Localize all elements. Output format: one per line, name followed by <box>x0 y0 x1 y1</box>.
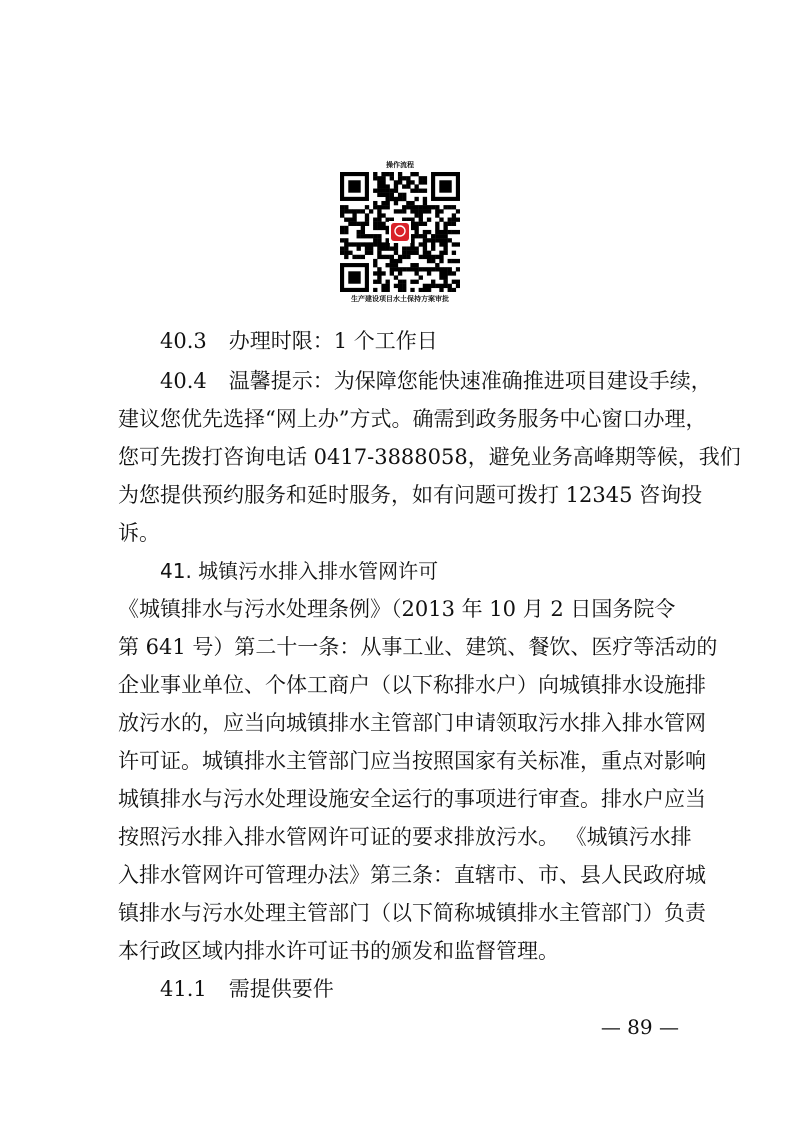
page-number: — 89 — <box>600 1015 679 1039</box>
qr-caption: 生产建设项目水土保持方案审批 <box>351 295 449 303</box>
paragraph-line: 企业事业单位、个体工商户（以下称排水户）向城镇排水设施排 <box>118 673 706 697</box>
paragraph-line: 为您提供预约服务和延时服务，如有问题可拨打 12345 咨询投 <box>118 483 703 507</box>
section-40-3 <box>160 326 438 356</box>
paragraph-line: 您可先拨打咨询电话 0417-3888058，避免业务高峰期等候，我们 <box>118 445 741 469</box>
paragraph-line: 按照污水排入排水管网许可证的要求排放污水。 《城镇污水排 <box>118 825 692 849</box>
section-text: 办理时限：1 个工作日 <box>228 329 438 353</box>
section-heading-41: 41. 城镇污水排入排水管网许可 <box>160 559 439 583</box>
section-40-4-line-1 <box>160 366 712 396</box>
paragraph-line: 建议您优先选择“网上办”方式。确需到政务服务中心窗口办理， <box>118 407 707 431</box>
paragraph-line: 《城镇排水与污水处理条例》（2013 年 10 月 2 日国务院令 <box>118 597 676 621</box>
qr-title: 操作流程 <box>386 161 414 169</box>
paragraph-line: 放污水的，应当向城镇排水主管部门申请领取污水排入排水管网 <box>118 711 706 735</box>
section-number: 40.3 <box>160 329 207 353</box>
section-text: 温馨提示：为保障您能快速准确推进项目建设手续， <box>228 369 712 393</box>
section-number: 41.1 <box>160 977 207 1001</box>
paragraph-line: 诉。 <box>118 521 160 545</box>
section-41-1 <box>160 974 334 1004</box>
paragraph-line: 入排水管网许可管理办法》第三条：直辖市、市、县人民政府城 <box>118 863 706 887</box>
qr-code-block <box>330 160 470 304</box>
paragraph-line: 镇排水与污水处理主管部门（以下简称城镇排水主管部门）负责 <box>118 901 706 925</box>
paragraph-line: 许可证。城镇排水主管部门应当按照国家有关标准，重点对影响 <box>118 749 706 773</box>
section-number: 40.4 <box>160 369 207 393</box>
paragraph-line: 城镇排水与污水处理设施安全运行的事项进行审查。排水户应当 <box>118 787 706 811</box>
qr-code-image[interactable] <box>340 172 460 292</box>
section-text: 需提供要件 <box>228 977 334 1001</box>
paragraph-line: 第 641 号）第二十一条：从事工业、建筑、餐饮、医疗等活动的 <box>118 635 718 659</box>
paragraph-line: 本行政区域内排水许可证书的颁发和监督管理。 <box>118 939 559 963</box>
